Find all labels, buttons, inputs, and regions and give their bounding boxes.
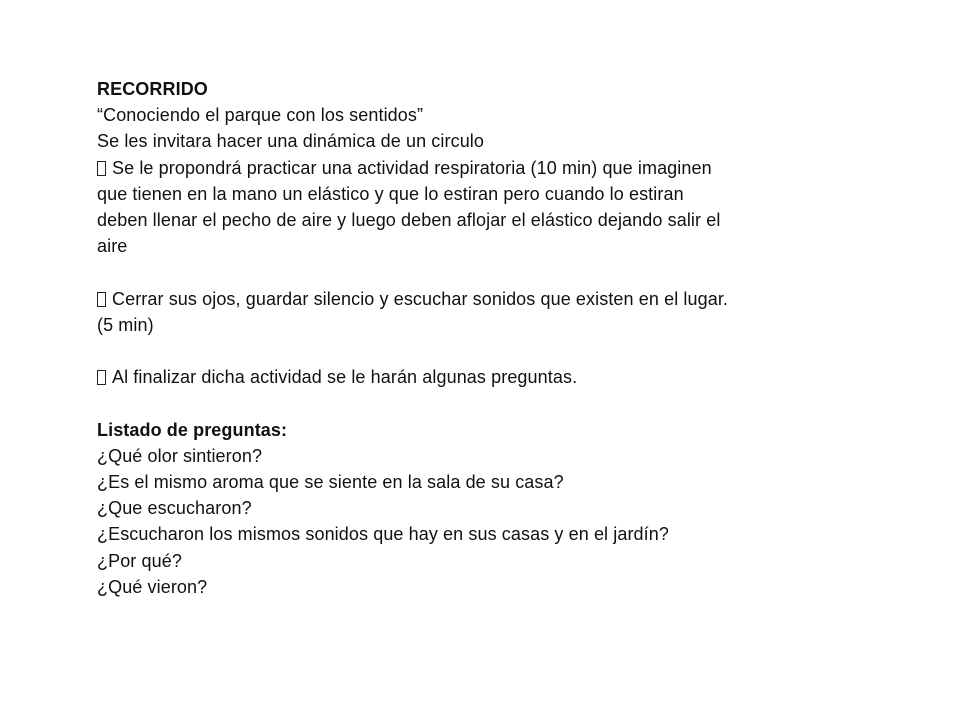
question-item: ¿Escucharon los mismos sonidos que hay en sus casas y en el jardín? — [97, 524, 669, 545]
bullet-line: Al finalizar dicha actividad se le harán algunas preguntas. — [112, 367, 578, 388]
bullet-line: aire — [97, 236, 128, 257]
questions-heading: Listado de preguntas: — [97, 419, 288, 440]
question-item: ¿Es el mismo aroma que se siente en la sala de su casa? — [97, 472, 564, 492]
question-item: ¿Que escucharon? — [97, 498, 252, 519]
bullet-item-questions-intro — [97, 364, 897, 390]
missing-glyph-icon — [97, 292, 106, 307]
questions-list — [97, 443, 897, 600]
question-item: ¿Por qué? — [97, 550, 182, 571]
bullet-item-listening — [97, 286, 897, 338]
bullet-line: que tienen en la mano un elástico y que lo estiran pero cuando lo estiran — [97, 183, 684, 204]
document-subtitle: “Conociendo el parque con los sentidos” — [97, 105, 424, 126]
question-item: ¿Qué olor sintieron? — [97, 445, 263, 466]
bullet-line: Cerrar sus ojos, guardar silencio y escuchar sonidos que existen en el lugar. — [112, 288, 729, 309]
bullet-line: Se le propondrá practicar una actividad respiratoria (10 min) que imaginen — [112, 157, 712, 178]
spacer — [97, 259, 897, 285]
missing-glyph-icon — [97, 161, 106, 176]
spacer — [97, 338, 897, 364]
bullet-line: deben llenar el pecho de aire y luego deben aflojar el elástico dejando salir el — [97, 210, 721, 231]
bullet-item-breathing — [97, 155, 897, 260]
document-title: RECORRIDO — [97, 79, 208, 99]
spacer — [97, 390, 897, 416]
bullet-line: (5 min) — [97, 314, 154, 335]
intro-text: Se les invitara hacer una dinámica de un circulo — [97, 131, 485, 152]
question-item: ¿Qué vieron? — [97, 576, 208, 597]
slide-text-body — [97, 76, 897, 600]
missing-glyph-icon — [97, 370, 106, 385]
